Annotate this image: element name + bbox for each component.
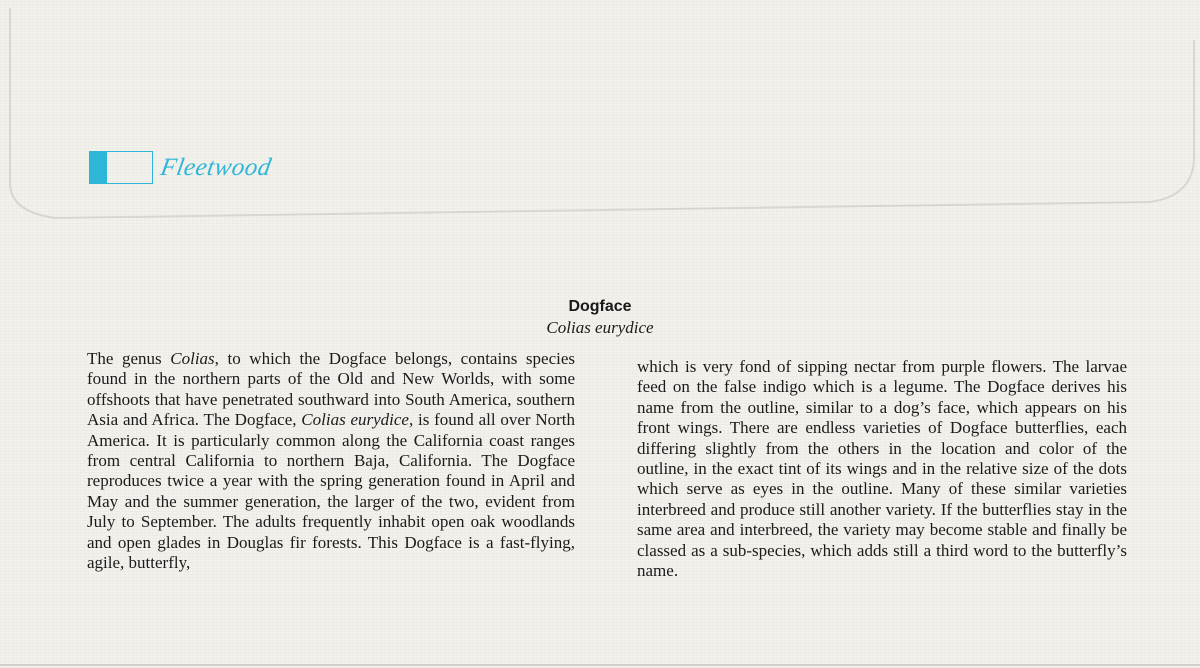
text-run: The genus — [87, 349, 171, 368]
page-title: Dogface — [568, 298, 632, 315]
body-text-left-column — [87, 349, 575, 573]
left-paragraph — [87, 349, 575, 573]
logo-wordmark: Fleetwood — [158, 153, 274, 181]
text-run: , to which the Dogface belongs, contains species found in the northern parts of the Old and New Worlds, with some offshoots that have penetrated southward into South America, southern Asia and Africa. The Dogface, — [87, 349, 575, 430]
italic-taxon: Colias — [170, 349, 215, 368]
text-run: , is found all over North America. It is particularly common along the California coast ranges from central California to northern Baja, California. The Dogface reproduces twice a year with the spring generation found in April and May and the summer generation, the larger of the two, evident from July to September. The adults frequently inhabit open oak woodlands and open glades in Douglas fir forests. This Dogface is a fast-flying, agile, butterfly, — [87, 410, 575, 573]
right-paragraph: which is very fond of sipping nectar from purple flowers. The larvae feed on the false indigo which is a legume. The Dogface derives his name from the outline, similar to a dog’s face, which appears on his front wings. There are endless varieties of Dogface butterflies, each differing slightly from the others in the location and color of the outline, in the exact tint of its wings and in the relative size of the dots which serve as eyes in the outline. Many of these similar varieties interbreed and produce still another variety. If the butterflies stay in the same area and interbreed, the variety may become stable and finally be classed as a sub-species, which adds still a third word to the butterfly’s name. — [637, 357, 1127, 581]
logo-mark-icon — [89, 151, 153, 184]
body-text-right-column — [637, 357, 1127, 581]
scientific-name: Colias eurydice — [546, 318, 654, 337]
italic-taxon: Colias eurydice — [301, 410, 409, 430]
fleetwood-logo — [89, 150, 274, 184]
